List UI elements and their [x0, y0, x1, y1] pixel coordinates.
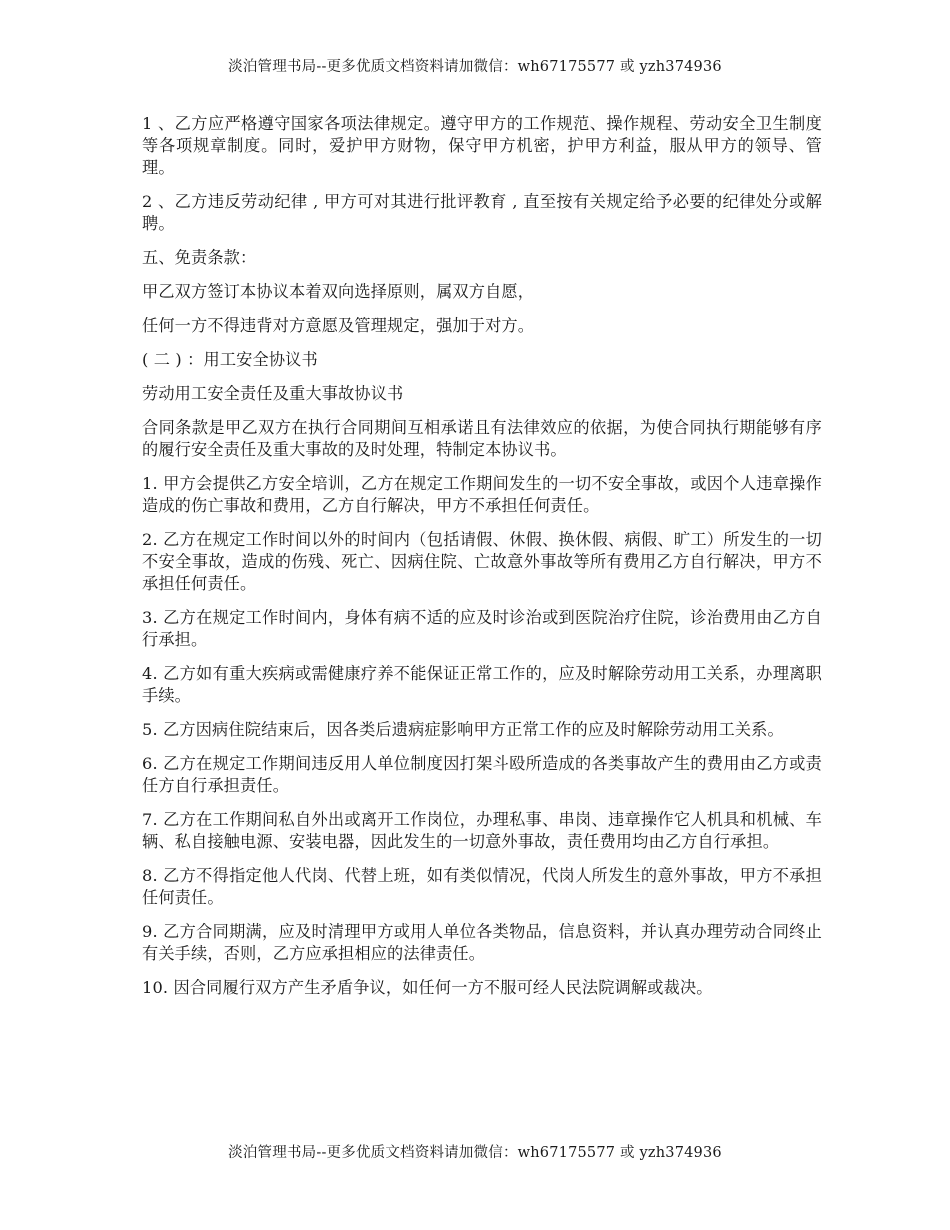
clause-paragraph: 8. 乙方不得指定他人代岗、代替上班，如有类似情况，代岗人所发生的意外事故，甲方不承担任何责任。: [142, 866, 822, 907]
clause-paragraph: 10. 因合同履行双方产生矛盾争议，如任何一方不服可经人民法院调解或裁决。: [142, 978, 713, 997]
clause-paragraph: 4. 乙方如有重大疾病或需健康疗养不能保证正常工作的，应及时解除劳动用工关系，办理离职手续。: [142, 664, 822, 705]
page-header: 淡泊管理书局--更多优质文档资料请加微信：wh67175577 或 yzh374936: [228, 59, 722, 75]
section-heading: ( 二 ) ：用工安全协议书: [142, 350, 318, 369]
section-heading: 五、免责条款：: [142, 248, 257, 267]
page-footer: 淡泊管理书局--更多优质文档资料请加微信：wh67175577 或 yzh374936: [228, 1145, 722, 1161]
paragraph: 甲乙双方签订本协议本着双向选择原则，属双方自愿，: [142, 282, 535, 301]
clause-paragraph: 1. 甲方会提供乙方安全培训，乙方在规定工作期间发生的一切不安全事故，或因个人违章操作造成的伤亡事故和费用，乙方自行解决，甲方不承担任何责任。: [142, 474, 822, 515]
clause-paragraph: 1 、乙方应严格遵守国家各项法律规定。遵守甲方的工作规范、操作规程、劳动安全卫生制度等各项规章制度。同时，爱护甲方财物，保守甲方机密，护甲方利益，服从甲方的领导、管理。: [142, 114, 822, 177]
document-body: [142, 113, 822, 1011]
clause-paragraph: 6. 乙方在规定工作期间违反用人单位制度因打架斗殴所造成的各类事故产生的费用由乙方或责任方自行承担责任。: [142, 754, 822, 795]
clause-paragraph: 2 、乙方违反劳动纪律 , 甲方可对其进行批评教育 , 直至按有关规定给予必要的纪律处分或解聘。: [142, 192, 822, 233]
intro-paragraph: 合同条款是甲乙双方在执行合同期间互相承诺且有法律效应的依据，为使合同执行期能够有序的履行安全责任及重大事故的及时处理，特制定本协议书。: [142, 418, 822, 459]
clause-paragraph: 5. 乙方因病住院结束后，因各类后遗病症影响甲方正常工作的应及时解除劳动用工关系。: [142, 720, 784, 739]
clause-paragraph: 9. 乙方合同期满，应及时清理甲方或用人单位各类物品，信息资料，并认真办理劳动合同终止有关手续，否则，乙方应承担相应的法律责任。: [142, 922, 822, 963]
clause-paragraph: 3. 乙方在规定工作时间内，身体有病不适的应及时诊治或到医院治疗住院，诊治费用由乙方自行承担。: [142, 608, 822, 649]
document-title: 劳动用工安全责任及重大事故协议书: [142, 384, 404, 403]
paragraph: 任何一方不得违背对方意愿及管理规定，强加于对方。: [142, 316, 535, 335]
clause-paragraph: 2. 乙方在规定工作时间以外的时间内（包括请假、休假、换休假、病假、旷工）所发生的一切不安全事故，造成的伤残、死亡、因病住院、亡故意外事故等所有费用乙方自行解决，甲方不承担任何责任。: [142, 530, 822, 593]
clause-paragraph: 7. 乙方在工作期间私自外出或离开工作岗位，办理私事、串岗、违章操作它人机具和机械、车辆、私自接触电源、安装电器，因此发生的一切意外事故，责任费用均由乙方自行承担。: [142, 810, 822, 851]
